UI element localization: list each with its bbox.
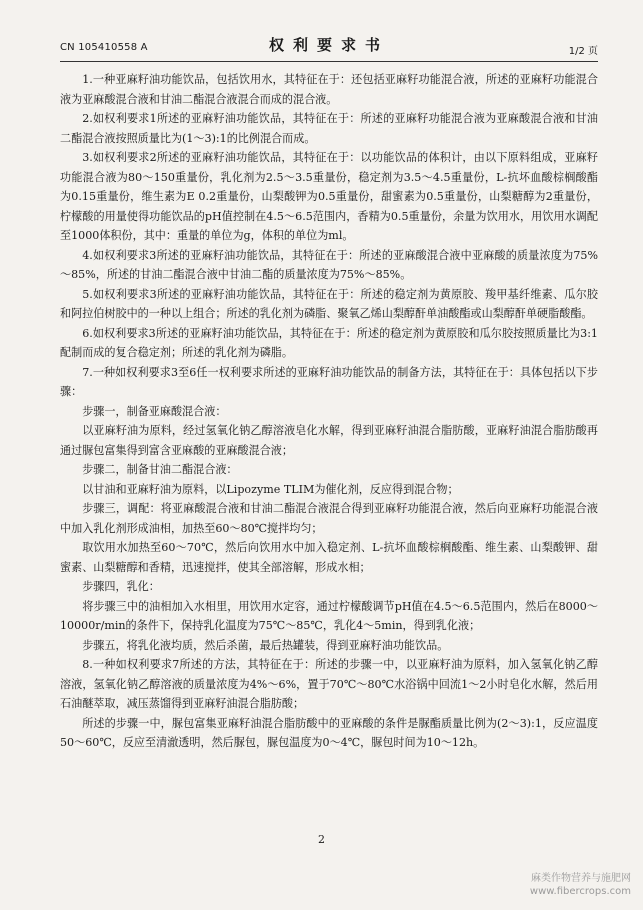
claim-7: 7.一种如权利要求3至6任一权利要求所述的亚麻籽油功能饮品的制备方法，其特征在于：具体包括以下步骤： (60, 365, 598, 398)
page-title: 权利要求书 (268, 36, 389, 54)
step-2-heading: 步骤二，制备甘油二酯混合液： (82, 463, 238, 476)
header-divider (60, 61, 598, 62)
claims-body (60, 70, 598, 753)
claim-5: 5.如权利要求3所述的亚麻籽油功能饮品，其特征在于：所述的稳定剂为黄原胶、羧甲基纤维素、瓜尔胶和阿拉伯树胶中的一种以上组合；所述的乳化剂为磷脂、聚氧乙烯山梨醇酐单油酸酯或山梨醇酐单硬脂酸酯。 (60, 287, 598, 320)
claim-8-continued: 所述的步骤一中，脲包富集亚麻籽油混合脂肪酸中的亚麻酸的条件是脲酯质量比例为(2～3):1，反应温度50～60℃，反应至清澈透明，然后脲包，脲包温度为0～4℃，脲包时间为10～12h。 (60, 716, 598, 749)
claim-3: 3.如权利要求2所述的亚麻籽油功能饮品，其特征在于：以功能饮品的体积计，由以下原料组成，亚麻籽功能混合液为80～150重量份，乳化剂为2.5～3.5重量份，稳定剂为3.5～4.5重量份，L-抗坏血酸棕榈酸酯为0.15重量份，维生素为E 0.2重量份，山梨酸钾为0.5重量份，甜蜜素为0.5重量份，山梨糖醇为2重量份，柠檬酸的用量使得功能饮品的pH值控制在4.5～6.5范围内，香精为0.5重量份，余量为饮用水，用饮用水调配至1000体积份，其中：重量的单位为g，体积的单位为ml。 (60, 151, 598, 242)
step-4-heading: 步骤四，乳化： (82, 580, 160, 593)
claim-1: 1.一种亚麻籽油功能饮品，包括饮用水，其特征在于：还包括亚麻籽功能混合液，所述的亚麻籽功能混合液为亚麻酸混合液和甘油二酯混合液混合而成的混合液。 (60, 73, 598, 106)
step-4-text: 将步骤三中的油相加入水相里，用饮用水定容，通过柠檬酸调节pH值在4.5～6.5范围内，然后在8000～10000r/min的条件下，保持乳化温度为75℃～85℃，乳化4～5min，得到乳化液； (60, 599, 598, 632)
page-header (60, 34, 598, 56)
page-number: 2 (318, 833, 325, 846)
page-indicator: 1/2 页 (568, 46, 598, 57)
step-2-text: 以甘油和亚麻籽油为原料，以Lipozyme TLIM为催化剂，反应得到混合物； (82, 482, 459, 496)
claim-8: 8.一种如权利要求7所述的方法，其特征在于：所述的步骤一中，以亚麻籽油为原料，加入氢氧化钠乙醇溶液，氢氧化钠乙醇溶液的质量浓度为4%～6%，置于70℃～80℃水浴锅中回流1～2小时皂化水解，然后用石油醚萃取，减压蒸馏得到亚麻籽油混合脂肪酸； (60, 658, 598, 710)
step-3-water-phase: 取饮用水加热至60～70℃，然后向饮用水中加入稳定剂、L-抗坏血酸棕榈酸酯、维生素、山梨酸钾、甜蜜素、山梨糖醇和香精，迅速搅拌，使其全部溶解，形成水相； (60, 541, 598, 574)
step-1-text: 以亚麻籽油为原料，经过氢氧化钠乙醇溶液皂化水解，得到亚麻籽油混合脂肪酸，亚麻籽油混合脂肪酸再通过脲包富集得到富含亚麻酸的亚麻酸混合液； (60, 424, 598, 457)
document-number: CN 105410558 A (60, 42, 148, 53)
claim-6: 6.如权利要求3所述的亚麻籽油功能饮品，其特征在于：所述的稳定剂为黄原胶和瓜尔胶按照质量比为3:1配制而成的复合稳定剂；所述的乳化剂为磷脂。 (60, 326, 598, 359)
watermark-name: 麻类作物营养与施肥网 (531, 873, 631, 884)
site-watermark (530, 872, 631, 898)
step-3-text: 步骤三，调配：将亚麻酸混合液和甘油二酯混合液混合得到亚麻籽功能混合液，然后向亚麻籽功能混合液中加入乳化剂形成油相，加热至60～80℃搅拌均匀； (60, 502, 598, 535)
claim-4: 4.如权利要求3所述的亚麻籽油功能饮品，其特征在于：所述的亚麻酸混合液中亚麻酸的质量浓度为75%～85%，所述的甘油二酯混合液中甘油二酯的质量浓度为75%～85%。 (60, 248, 598, 281)
watermark-url: www.fibercrops.com (529, 886, 631, 897)
claim-2: 2.如权利要求1所述的亚麻籽油功能饮品，其特征在于：所述的亚麻籽功能混合液为亚麻酸混合液和甘油二酯混合液按照质量比为(1～3):1的比例混合而成。 (60, 112, 598, 145)
step-5-text: 步骤五，将乳化液均质，然后杀菌，最后热罐装，得到亚麻籽油功能饮品。 (82, 638, 449, 652)
step-1-heading: 步骤一，制备亚麻酸混合液： (82, 404, 227, 418)
